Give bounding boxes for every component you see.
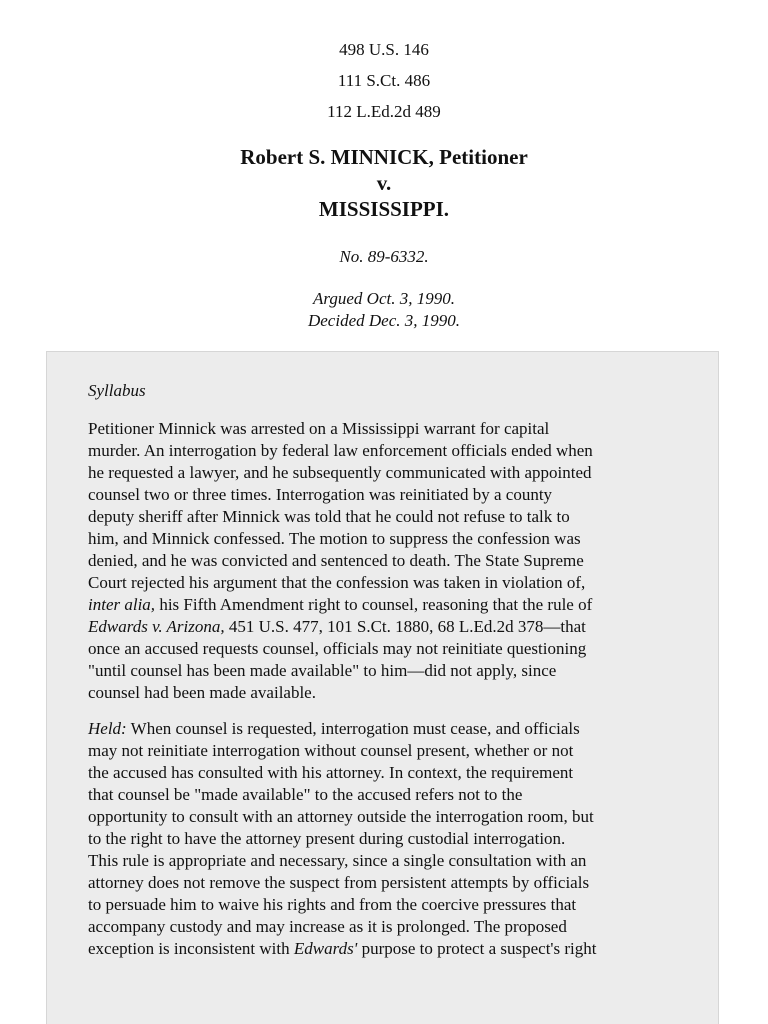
case-reference-edwards-possessive: Edwards' (293, 939, 358, 958)
case-dates (0, 288, 768, 332)
text-line: to persuade him to waive his rights and from the coercive pressures that (88, 895, 577, 914)
text-line: deputy sheriff after Minnick was told that he could not refuse to talk to (88, 507, 570, 526)
citation-block (0, 34, 768, 127)
text-line (88, 616, 688, 638)
text-line: the accused has consulted with his attorney. In context, the requirement (88, 763, 574, 782)
held-label: Held: (88, 719, 127, 738)
case-title-versus: v. (376, 171, 392, 195)
syllabus-paragraph-held (88, 718, 688, 960)
text-line (88, 718, 688, 740)
citation-lawyers-edition: 112 L.Ed.2d 489 (327, 102, 441, 121)
text-fragment: purpose to protect a suspect's right (357, 939, 597, 958)
text-fragment: When counsel is requested, interrogation must cease, and officials (126, 719, 580, 738)
docket-number: No. 89-6332. (339, 247, 429, 266)
text-line: once an accused requests counsel, officials may not reinitiate questioning (88, 639, 587, 658)
text-fragment: 451 U.S. 477, 101 S.Ct. 1880, 68 L.Ed.2d 378—that (224, 617, 586, 636)
text-line: Court rejected his argument that the confession was taken in violation of, (88, 573, 586, 592)
citation-supreme-court-reporter: 111 S.Ct. 486 (337, 71, 431, 90)
text-line: "until counsel has been made available" to him—did not apply, since (88, 661, 557, 680)
text-line: accompany custody and may increase as it is prolonged. The proposed (88, 917, 567, 936)
case-title-petitioner: Robert S. MINNICK, Petitioner (240, 145, 528, 169)
case-title (0, 144, 768, 222)
syllabus-paragraph-facts (88, 418, 688, 704)
text-line: may not reinitiate interrogation without counsel present, whether or not (88, 741, 574, 760)
argued-date: Argued Oct. 3, 1990. (313, 289, 455, 308)
text-line: counsel had been made available. (88, 683, 316, 702)
text-line: counsel two or three times. Interrogation was reinitiated by a county (88, 485, 553, 504)
syllabus-content (88, 380, 688, 974)
italic-phrase-inter-alia: inter alia, (88, 595, 156, 614)
decided-date: Decided Dec. 3, 1990. (307, 311, 460, 330)
syllabus-heading: Syllabus (88, 381, 146, 400)
text-fragment: his Fifth Amendment right to counsel, reasoning that the rule of (155, 595, 593, 614)
case-reference-edwards: Edwards v. Arizona, (88, 617, 225, 636)
text-line: Petitioner Minnick was arrested on a Mississippi warrant for capital (88, 419, 550, 438)
text-line: to the right to have the attorney present during custodial interrogation. (88, 829, 566, 848)
text-line: him, and Minnick confessed. The motion to suppress the confession was (88, 529, 581, 548)
citation-us-reports: 498 U.S. 146 (339, 40, 429, 59)
text-line: denied, and he was convicted and sentenced to death. The State Supreme (88, 551, 584, 570)
text-line: he requested a lawyer, and he subsequently communicated with appointed (88, 463, 592, 482)
case-title-respondent: MISSISSIPPI. (318, 197, 450, 221)
text-line (88, 594, 688, 616)
text-line: This rule is appropriate and necessary, since a single consultation with an (88, 851, 587, 870)
text-fragment: exception is inconsistent with (88, 939, 294, 958)
text-line: murder. An interrogation by federal law enforcement officials ended when (88, 441, 593, 460)
text-line: that counsel be "made available" to the accused refers not to the (88, 785, 523, 804)
text-line: opportunity to consult with an attorney outside the interrogation room, but (88, 807, 594, 826)
text-line (88, 938, 688, 960)
syllabus-panel (46, 351, 719, 1024)
text-line: attorney does not remove the suspect from persistent attempts by officials (88, 873, 590, 892)
